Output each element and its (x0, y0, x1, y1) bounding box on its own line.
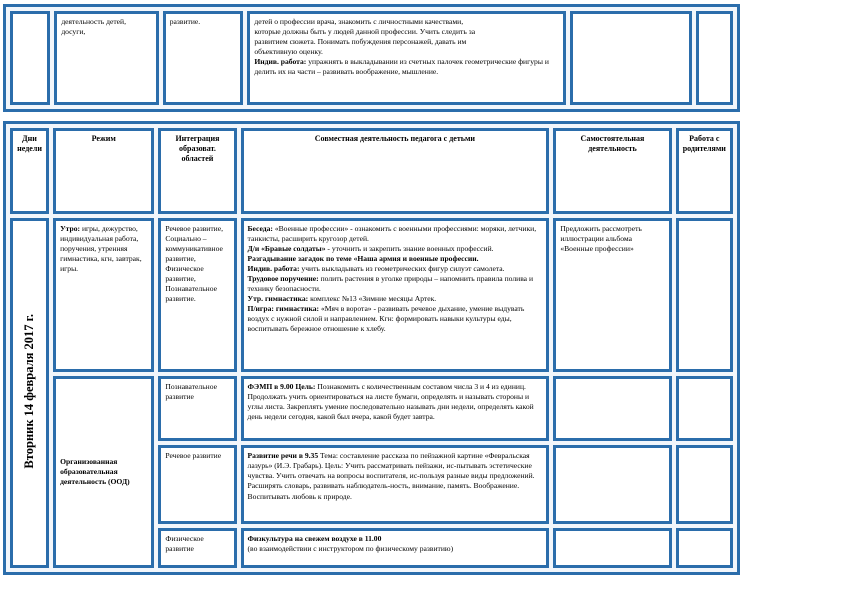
top-empty-cell (10, 11, 50, 105)
morning-regime-label: Утро: (60, 224, 81, 233)
ood-area-text: Познавательное развитие (165, 381, 217, 401)
morning-regime-cell (53, 218, 154, 372)
ood-parents-cell (676, 376, 733, 442)
morning-item (248, 224, 543, 244)
ood-independent-cell (553, 376, 671, 442)
morning-item-text: учить выкладывать из геометрических фигур силуэт самолета. (299, 264, 505, 274)
morning-item-text: полить растения в уголке природы – напомнить правила полива и технику безопасности. (247, 274, 534, 294)
header-parents-text: Работа с родителями (682, 134, 726, 154)
top-regime-cell (54, 11, 158, 105)
ood-joint-text: (во взаимодействии с инструктором по физическому развитию) (247, 543, 454, 553)
ood-joint-label: Физкультура на свежем воздухе в 11.00 (247, 533, 382, 543)
morning-item (248, 254, 543, 264)
morning-item (248, 294, 543, 304)
header-regime (53, 128, 154, 214)
top-joint-line-1: детей о профессии врача, знакомить с личностными качествами, (254, 17, 464, 26)
morning-item-text: комплекс №13 «Зимние месяцы Артек. (308, 294, 437, 304)
morning-joint-cell (241, 218, 550, 372)
date-cell (10, 218, 49, 568)
header-independent-text: Самостоятельная деятельность (580, 134, 645, 154)
morning-independent-text: Предложить рассмотреть иллюстрации альбома «Военные профессии» (560, 224, 642, 254)
morning-item-label: Индив. работа: (247, 264, 300, 274)
morning-item (248, 274, 543, 294)
ood-area-cell (158, 445, 236, 523)
morning-item-label: Разгадывание загадок по теме «Наша армия и военные профессии. (247, 254, 479, 264)
top-area-text: развитие. (169, 17, 201, 26)
header-day-text: Дни недели (17, 134, 42, 154)
ood-area-cell (158, 528, 236, 568)
ood-independent-cell (553, 445, 671, 523)
ood-joint-cell (241, 445, 550, 523)
ood-joint-text: Познакомить с количественным составом числа 3 и 4 из единиц. Продолжать учить ориентироваться на листе бумаги, определять и называть стороны и углы листа. Закреплять умение последовательно называть дни недели, определять какой день недели сегодня, какой был вчера, какой будет завтра. (247, 381, 534, 421)
ood-joint-label: Развитие речи в 9.35 (247, 451, 319, 461)
header-regime-text: Режим (91, 134, 116, 143)
morning-item (248, 244, 543, 254)
ood-parents-cell (676, 445, 733, 523)
ood-joint-label: ФЭМП в 9.00 Цель: (247, 381, 316, 391)
header-independent (553, 128, 671, 214)
morning-item-label: Трудовое поручение: (247, 274, 319, 284)
top-parents-cell (696, 11, 733, 105)
plan-table (3, 121, 740, 575)
ood-regime-cell (53, 376, 154, 568)
morning-item-text: «Военные профессии» - ознакомить с военными профессиями: моряки, летчики, танкисты, расширить кругозор детей. (247, 224, 537, 244)
top-joint-line-2: которые должны быть у людей данной профессии. Учить следить за (254, 27, 476, 37)
morning-regime-text: игры, дежурство, индивидуальная работа, поручения, утренняя гимнастика, кгн, завтрак, игры. (60, 224, 142, 274)
top-area-cell (163, 11, 244, 105)
ood-parents-cell (676, 528, 733, 568)
ood-area-text: Физическое развитие (165, 533, 204, 553)
morning-item (248, 304, 543, 334)
morning-item-label: П/игра: гимнастика: (247, 304, 320, 314)
header-joint-text: Совместная деятельность педагога с детьми (314, 134, 476, 143)
top-regime-text: деятельность детей, досуги, (61, 17, 126, 37)
date-label: Вторник 14 февраля 2017 г. (22, 314, 37, 469)
ood-joint-text: Тема: составление рассказа по пейзажной картине «Февральская лазурь» (И.Э. Грабарь). Цель: Учить рассматривать пейзажи, ис-пытывать эстетические чувства. Учить отвечать на вопросы воспитателя, ис-пользуя разные виды предложений. Расширять словарь, развивать наблюдатель-ность, внимание, память. Воображение. Воспитывать любовь к природе. (247, 451, 535, 501)
top-joint-text: упражнять в выкладывании из счетных палочек геометрические фигуры и делить их на части – развивать воображение, мышление. (254, 57, 549, 77)
ood-area-text: Речевое развитие (165, 451, 222, 461)
ood-row-math (10, 376, 733, 442)
morning-areas-text: Речевое развитие, Социально – коммуникативное развитие, Физическое развитие, Познавательное развитие. (165, 224, 223, 304)
ood-regime-text: Организованная образовательная деятельность (ООД) (60, 456, 130, 486)
morning-item-label: Беседа: (247, 224, 273, 233)
morning-parents-cell (676, 218, 733, 372)
morning-row (10, 218, 733, 372)
morning-item-text: - уточнить и закрепить знание военных профессий. (325, 244, 494, 254)
morning-item-label: Утр. гимнастика: (247, 294, 309, 304)
header-integration-text: Интеграция образоват. областей (175, 134, 220, 164)
morning-item (248, 264, 543, 274)
morning-item-label: Д/и «Бравые солдаты» (247, 244, 326, 254)
ood-independent-cell (553, 528, 671, 568)
ood-joint-cell (241, 528, 550, 568)
top-continuation-table (3, 4, 740, 112)
ood-area-cell (158, 376, 236, 442)
header-row (10, 128, 733, 214)
morning-independent-cell (553, 218, 671, 372)
ood-joint-cell (241, 376, 550, 442)
header-parents (676, 128, 733, 214)
top-joint-line-3: развитием сюжета. Понимать побуждения персонажей, давать им (254, 37, 467, 47)
top-independent-cell (570, 11, 692, 105)
top-joint-cell (247, 11, 565, 105)
header-integration (158, 128, 236, 214)
top-joint-label: Индив. работа: (254, 57, 307, 67)
morning-areas-cell (158, 218, 236, 372)
header-joint (241, 128, 550, 214)
top-joint-line-4: объективную оценку. (254, 47, 323, 57)
morning-item-text: «Мяч в ворота» - развивать речевое дыхание, умение выдувать воздух с нужной силой и направлением. Кгн: формировать навыки культуры еды, воспитывать бережное отношение к хлебу. (247, 304, 525, 334)
header-day (10, 128, 49, 214)
